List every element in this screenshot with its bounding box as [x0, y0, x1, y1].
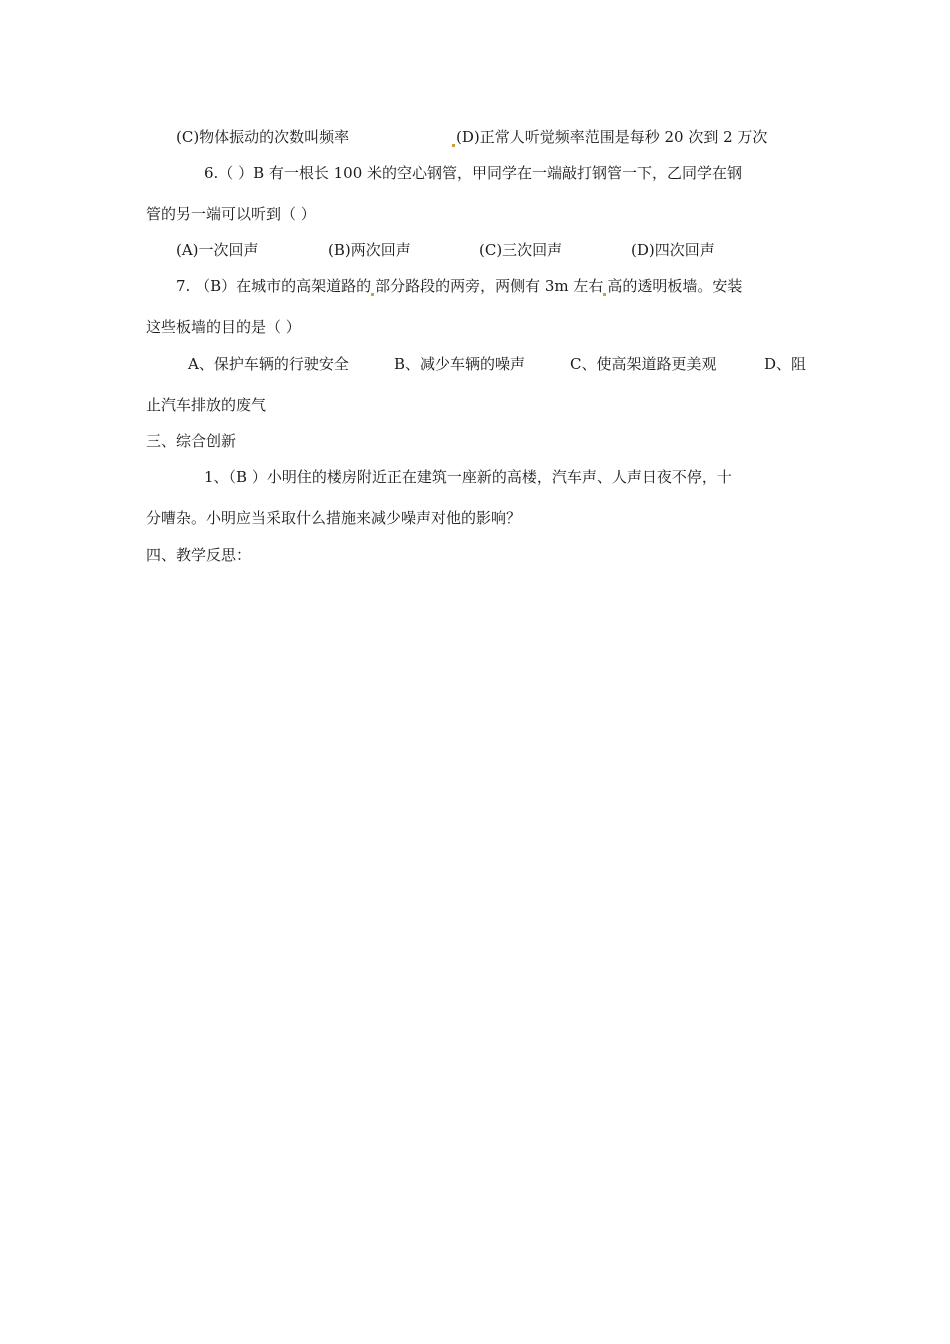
dot-mark [452, 144, 455, 147]
q6-option-a: (A)一次回声 [176, 241, 259, 259]
q7-stem-line1 [176, 276, 742, 296]
q7-stem-part-c: 高的透明板墙。安装 [607, 277, 743, 295]
q7-option-b: B、减少车辆的噪声 [394, 355, 526, 373]
q7-option-c: C、使高架道路更美观 [570, 355, 717, 373]
section3-heading: 三、综合创新 [146, 432, 237, 450]
section4-heading: 四、教学反思： [146, 546, 252, 564]
q7-stem-part-b: 部分路段的两旁，两侧有 3m 左右 [375, 277, 604, 295]
q6-stem-line2: 管的另一端可以听到（ ） [146, 205, 316, 223]
q7-stem-part-a: 7. （B）在城市的高架道路的 [176, 277, 372, 295]
q7-option-d-cont: 止汽车排放的废气 [146, 396, 267, 414]
q6-option-d: (D)四次回声 [631, 241, 715, 259]
q7-option-d: D、阻 [764, 355, 807, 373]
q5-option-d-line [452, 127, 767, 147]
q6-option-b: (B)两次回声 [328, 241, 411, 259]
section3-q1-line2: 分嘈杂。小明应当采取什么措施来减少噪声对他的影响？ [146, 509, 522, 527]
q7-stem-line2: 这些板墙的目的是（ ） [146, 318, 301, 336]
q6-stem-line1: 6.（ ）B 有一根长 100 米的空心钢管，甲同学在一端敲打钢管一下，乙同学在钢 [204, 164, 743, 182]
dot-mark [603, 293, 606, 296]
q7-option-a: A、保护车辆的行驶安全 [188, 355, 349, 373]
dot-mark [371, 293, 374, 296]
q5-option-d: (D)正常人听觉频率范围是每秒 20 次到 2 万次 [456, 128, 768, 146]
section3-q1-line1: 1、（B ）小明住的楼房附近正在建筑一座新的高楼，汽车声、人声日夜不停，十 [204, 468, 732, 486]
q6-option-c: (C)三次回声 [479, 241, 563, 259]
q5-option-c: (C)物体振动的次数叫频率 [176, 128, 350, 146]
